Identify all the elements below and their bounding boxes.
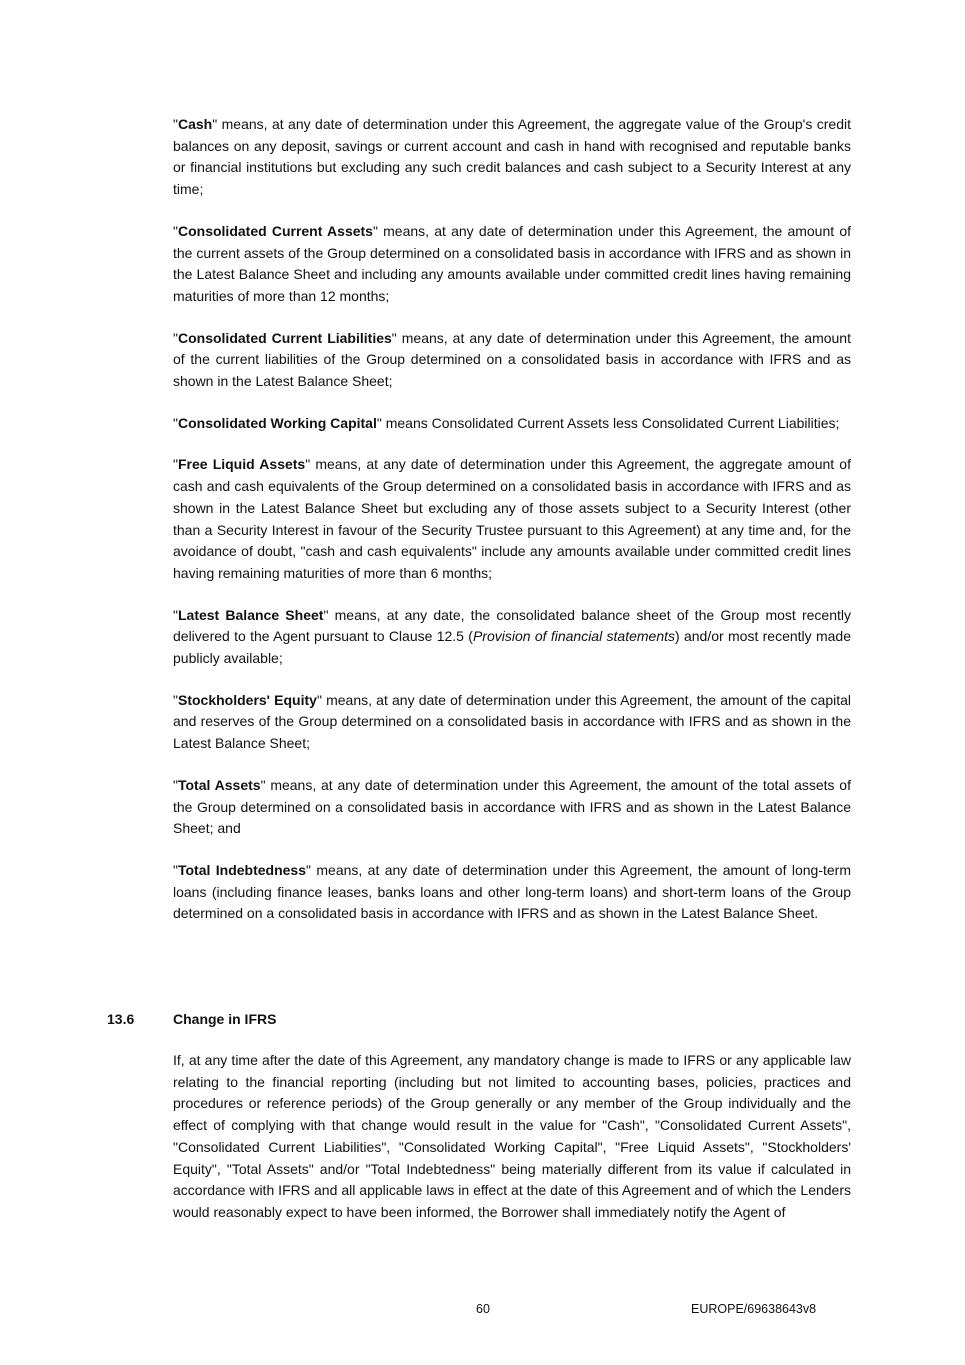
definitions-list: [173, 114, 851, 945]
term: Total Indebtedness: [177, 861, 307, 878]
term: Consolidated Working Capital: [177, 414, 377, 431]
definition-cash: "Cash" means, at any date of determination under this Agreement, the aggregate value of the Group's credit balances on any deposit, savings or current account and cash in hand with recognised and reputable banks or financial institutions but excluding any such credit balances and cash subject to a Security Interest at any time;: [173, 116, 851, 198]
term: Free Liquid Assets: [177, 456, 306, 473]
definition-total-indebtedness: "Total Indebtedness" means, at any date of determination under this Agreement, the amount of long-term loans (including finance leases, banks loans and other long-term loans) and short-term loans of the Group determined on a consolidated basis in accordance with IFRS and as shown in the Latest Balance Sheet.: [173, 861, 851, 922]
section-heading: [107, 1009, 276, 1031]
section-title: Change in IFRS: [173, 1011, 277, 1027]
clause-body: [173, 1050, 851, 1244]
term: Cash: [177, 116, 213, 132]
definition-consolidated-current-assets: "Consolidated Current Assets" means, at any date of determination under this Agreement, the amount of the current assets of the Group determined on a consolidated basis in accordance with IFRS and as shown in the Latest Balance Sheet and including any amounts available under committed credit lines having remaining maturities of more than 12 months;: [173, 222, 851, 304]
document-reference: EUROPE/69638643v8: [691, 1302, 817, 1316]
term: Latest Balance Sheet: [177, 606, 324, 623]
term: Total Assets: [177, 776, 261, 793]
section-number: 13.6: [107, 1011, 135, 1027]
definition-stockholders-equity: "Stockholders' Equity" means, at any date of determination under this Agreement, the amount of the capital and reserves of the Group determined on a consolidated basis in accordance with IFRS and as shown in the Latest Balance Sheet;: [173, 691, 852, 752]
definition-consolidated-working-capital: "Consolidated Working Capital" means Consolidated Current Assets less Consolidated Current Liabilities;: [173, 414, 840, 431]
definition-consolidated-current-liabilities: "Consolidated Current Liabilities" means, at any date of determination under this Agreement, the amount of the current liabilities of the Group determined on a consolidated basis in accordance with IFRS and as shown in the Latest Balance Sheet;: [173, 329, 851, 390]
definition-total-assets: "Total Assets" means, at any date of determination under this Agreement, the amount of the total assets of the Group determined on a consolidated basis in accordance with IFRS and as shown in the Latest Balance Sheet; and: [173, 776, 851, 837]
term: Consolidated Current Liabilities: [177, 329, 392, 346]
definition-free-liquid-assets: "Free Liquid Assets" means, at any date of determination under this Agreement, the aggregate amount of cash and cash equivalents of the Group determined on a consolidated basis in accordance with IFRS and as shown in the Latest Balance Sheet but excluding any of those assets subject to a Security Interest (other than a Security Interest in favour of the Security Trustee pursuant to this Agreement) at any time and, for the avoidance of doubt, "cash and cash equivalents" include any amounts available under committed credit lines having remaining maturities of more than 6 months;: [173, 456, 851, 581]
clause-text: If, at any time after the date of this Agreement, any mandatory change is made to IFRS or any applicable law relating to the financial reporting (including but not limited to accounting bases, policies, practices and procedures or reference periods) of the Group generally or any member of the Group individually and the effect of complying with that change would result in the value for "Cash", "Consolidated Current Assets", "Consolidated Current Liabilities", "Consolidated Working Capital", "Free Liquid Assets", "Stockholders' Equity", "Total Assets" and/or "Total Indebtedness" being materially different from its value if calculated in accordance with IFRS and all applicable laws in effect at the date of this Agreement and of which the Lenders would reasonably expect to have been informed, the Borrower shall immediately notify the Agent of: [173, 1052, 851, 1220]
page-number: 60: [476, 1302, 490, 1316]
term: Consolidated Current Assets: [177, 222, 373, 239]
definition-latest-balance-sheet: "Latest Balance Sheet" means, at any date, the consolidated balance sheet of the Group most recently delivered to the Agent pursuant to Clause 12.5 (Provision of financial statements) and/or most recently made publicly available;: [173, 606, 852, 667]
term: Stockholders' Equity: [177, 691, 317, 708]
